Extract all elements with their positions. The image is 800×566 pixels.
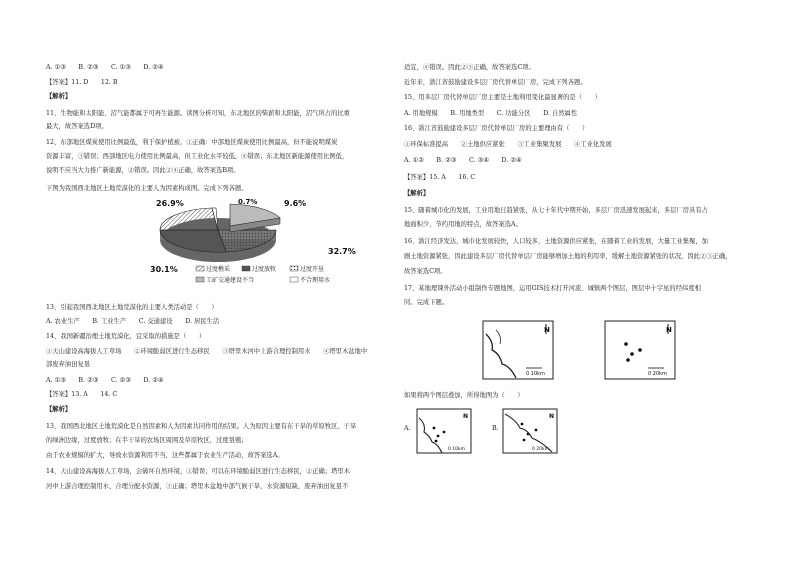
- analysis-11-cont: 最大，故答案选D项。: [46, 123, 108, 130]
- question-16: 16、浙江省鼓励建设多层厂房代替单层厂房的主要理由有（ ）: [404, 125, 589, 132]
- options-16: A. ①② B. ②③ C. ③④ D. ②④: [404, 157, 522, 164]
- analysis-12-cont2: 说明不应当大力推广新能源，②错误。因此②④正确，故答案选B项。: [46, 167, 240, 174]
- legend-item-3: 过度开垦: [300, 266, 325, 273]
- desertification-pie-chart: [146, 196, 366, 296]
- answer-15-16: 【答案】15. A 16. C: [404, 174, 476, 181]
- town-dot: [624, 342, 628, 346]
- pie-slice-3: [160, 208, 218, 230]
- analysis-13-cont2: 由于农业规模的扩大，导致水资源利用不当，这些都属于农业生产活动，故答案选A。: [46, 452, 284, 459]
- question-14-items: ①天山建设高海拔人工草场 ②环境脆弱区进行生态移民 ③塔里木河中上游合理控制用水 ④塔里木盆地中: [46, 348, 368, 355]
- intro-15-16: 近年来，浙江省鼓励建设多层厂房代替单层厂房，完成下列各题。: [404, 79, 587, 86]
- option-a-label: A.: [404, 425, 411, 432]
- analysis-11: 11、生物能和太阳能、沼气能都属于可再生能源。读图分析可知，东北地区的柴薪和太阳能，沼气所占的比重: [46, 110, 350, 117]
- analysis-14: 14、天山建设高海拔人工草场，会破坏自然环境，①错误；可以在环境脆弱区进行生态移民，②正确；塔里木: [46, 468, 350, 475]
- option-b-label: B.: [492, 425, 499, 432]
- pie-legend: [196, 265, 330, 284]
- option-b-map: [502, 408, 558, 454]
- question-17: 17、某地理课外活动小组制作专题地图，运用GIS技术打开河流、城镇两个图层，图层中十字星的经纬度相: [404, 285, 701, 292]
- analysis-label-2: 【解析】: [46, 406, 72, 413]
- analysis-14-cont: 河中上游合理控制用水，合理分配水资源，③正确；塔里木盆地中部气候干旱，水资源短缺，废弃油田复垦不: [46, 483, 349, 490]
- analysis-label-1: 【解析】: [46, 93, 72, 100]
- legend-item-1: 过度樵采: [206, 266, 231, 273]
- pie-label-2: 0.7%: [238, 198, 258, 206]
- question-14: 14、我国新疆治理土地荒漠化，宜采取的措施是（ ）: [46, 333, 206, 340]
- scale-label: 0 10km: [526, 371, 545, 377]
- legend-item-4: 工矿交通建设不当: [206, 277, 255, 284]
- north-arrow: N: [544, 326, 550, 334]
- pie-label-4: 32.7%: [328, 247, 356, 256]
- town-dot: [638, 348, 642, 352]
- question-13: 13、引起我国西北地区土地荒漠化的主要人类活动是（ ）: [46, 304, 218, 311]
- north-arrow: N: [666, 326, 672, 334]
- legend-item-5: 不合理用水: [300, 277, 331, 284]
- analysis-13-cont: 的绿洲边缘，过度放牧；在半干旱的农场区周围及草原牧区，过度垦殖；: [46, 437, 248, 444]
- analysis-16: 16、浙江经济发达，城市化发展较快，人口较多，土地资源供应紧张，在随着工业的发展，大量工业集聚，加: [404, 238, 708, 245]
- town-dot: [626, 358, 630, 362]
- options-15: A. 用地规模 B. 用地类型 C. 功能分区 D. 自然属性: [404, 110, 578, 117]
- analysis-15-cont: 地面积少、节约用地的特点，故答案选A。: [404, 221, 522, 228]
- answer-13-14: 【答案】13. A 14. C: [46, 391, 118, 398]
- scale-label: 0 20km: [532, 447, 550, 452]
- analysis-12: 12、东部地区煤炭使用比例最低，利于保护植被。①正确：中部地区煤炭使用比例最高，但不能说明煤炭: [46, 139, 338, 146]
- analysis-label-3: 【解析】: [404, 190, 430, 197]
- analysis-12-cont: 资源丰富，③错误；西部地区电力使用比例最高，但工业化水平较低，④错误；东北地区新能源使用比例低，: [46, 153, 349, 160]
- analysis-15: 15、随着城市化的发展，工业用地日趋紧张，从七十年代中期开始，多层厂房迅速发展起来，多层厂房具有占: [404, 207, 708, 214]
- question-15: 15、用多层厂房代替单层厂房主要是土地利用变化最显著的是（ ）: [404, 94, 601, 101]
- analysis-16-cont: 剧土地资源紧张，因此建设多层厂房代替单层厂房能够增加土地的利用率，缓解土地资源紧张的状况，因此②③正确，: [404, 253, 732, 260]
- question-14-items-cont: 部废弃油田复垦: [46, 361, 91, 368]
- question-17-prompt: 如果将两个图层叠加，所得地图为（ ）: [404, 392, 524, 399]
- analysis-14-end: 适宜，④错误。因此②③正确，故答案选C项。: [404, 64, 535, 71]
- north-arrow: N: [549, 413, 555, 420]
- question-17-cont: 同。完成下题。: [404, 299, 449, 306]
- scale-label: 0 10km: [448, 447, 466, 452]
- options-13: A. 农业生产 B. 工业生产 C. 交通建设 D. 居民生活: [46, 318, 220, 325]
- question-16-items: ①环保标准提高 ②土地供应紧张 ③工业集聚发展 ④工业化发展: [404, 141, 612, 148]
- scale-label: 0 20km: [648, 371, 667, 377]
- answer-11-12: 【答案】11. D 12. B: [46, 79, 118, 86]
- map-river-layer: [482, 320, 554, 380]
- pie-label-5: 30.1%: [150, 265, 178, 274]
- options-14: A. ①③ B. ②③ C. ②③ D. ②④: [46, 377, 164, 384]
- analysis-13: 13、我国西北地区土地荒漠化是自然因素和人为因素共同作用的结果。人为原因主要有在干旱的草原牧区、干旱: [46, 423, 357, 430]
- option-a-map: [416, 408, 472, 454]
- options-q11-12: A. ①③ B. ②③ C. ①③ D. ②④: [46, 64, 164, 71]
- pie-label-1: 26.9%: [156, 199, 184, 208]
- map-town-layer: [604, 320, 676, 380]
- legend-item-2: 过度放牧: [252, 266, 277, 273]
- intro-13-14: 下图为我国西北地区土地荒漠化的主要人为因素构成图。完成下列各题。: [46, 185, 248, 192]
- town-dot: [630, 352, 634, 356]
- north-arrow: N: [463, 413, 469, 420]
- analysis-16-cont2: 故答案选C项。: [404, 268, 447, 275]
- pie-label-3: 9.6%: [284, 199, 307, 208]
